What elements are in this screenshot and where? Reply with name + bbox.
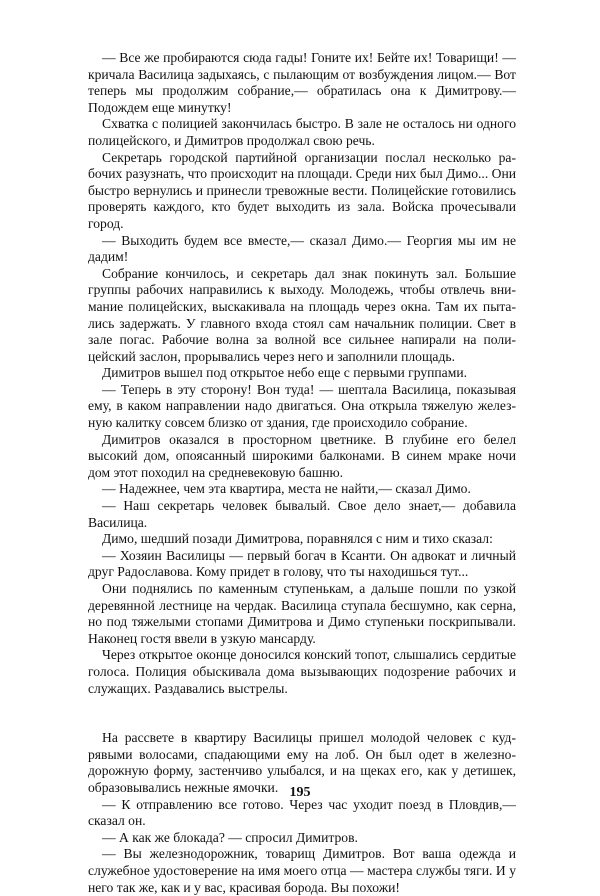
paragraph: — Теперь в эту сторону! Вон туда! — шептала Василица, показывая ему, в каком направлении надо двигаться. Она открыла тяжелую железную калитку совсем близко от здания, где происходило собрание. [88, 381, 516, 431]
section-break [88, 697, 516, 730]
book-page [88, 50, 516, 896]
paragraph: — Хозяин Василицы — первый богач в Ксанти. Он адвокат и личный друг Радославова. Кому придет в голову, что ты находишься тут... [88, 547, 516, 580]
paragraph: — К отправлению все готово. Через час уходит поезд в Пловдив,— сказал он. [88, 796, 516, 829]
paragraph: — Вы железнодорожник, товарищ Димитров. Вот ваша одежда и служебное удостоверение на имя моего отца — мастера службы тяги. И у него так же, как и у вас, красивая борода. Вы похожи! [88, 846, 516, 895]
paragraph: Через открытое оконце доносился конский топот, слышались сердитые голоса. Полиция обыскивала дома вызывающих подозрение рабочих и служащих. Раздавались выстрелы. [88, 647, 516, 696]
paragraph: Собрание кончилось, и секретарь дал знак покинуть зал. Большие группы рабочих направились к выходу. Молодежь, чтобы отвлечь внимание полицейских, выскакивала на площадь через окна. Там их пытались задержать. У главного входа стоял сам начальник полиции. Свет в зале погас. Рабочие волна за волной все сильнее напирали на полицейский заслон, прорывались через него и заполнили площадь. [88, 265, 516, 364]
paragraph: На рассвете в квартиру Василицы пришел молодой человек с кудрявыми волосами, спадающими ему на лоб. Он был одет в железнодорожную форму, застенчиво улыбался, и на щеках его, как у детишек, образовывались нежные ямочки. [88, 730, 516, 795]
paragraph: Секретарь городской партийной организации послал несколько рабочих разузнать, что происходит на площади. Среди них был Димо... Они быстро вернулись и принесли тревожные вести. Полицейские готовились проверять каждого, кто будет выходить из зала. Войска прочесывали город. [88, 149, 516, 231]
paragraph: — Выходить будем все вместе,— сказал Димо.— Георгия мы им не дадим! [88, 232, 516, 265]
paragraph: Димитров вышел под открытое небо еще с первыми группами. [102, 365, 467, 381]
paragraph: Они поднялись по каменным ступенькам, а дальше пошли по узкой деревянной лестнице на чердак. Василица ступала бесшумно, как серна, но под тяжелыми стопами Димитрова и Димо ступеньки поскрипывали. Наконец гостя ввели в узкую мансарду. [88, 581, 516, 646]
paragraph: — Наш секретарь человек бывалый. Свое дело знает,— добавила Василица. [88, 498, 516, 530]
paragraph: — А как же блокада? — спросил Димитров. [102, 829, 358, 845]
page-number: 195 [289, 785, 311, 800]
paragraph: Схватка с полицией закончилась быстро. В зале не осталось ни одного полицейского, и Димитров продолжал свою речь. [88, 116, 516, 148]
paragraph: Димо, шедший позади Димитрова, поравнялся с ним и тихо сказал: [102, 531, 493, 547]
paragraph: Димитров оказался в просторном цветнике. В глубине его белел высокий дом, опоясанный широкими балконами. В синем мраке ночи дом этот походил на средневековую башню. [88, 431, 516, 480]
paragraph: — Все же пробираются сюда гады! Гоните их! Бейте их! Товарищи! — кричала Василица задыхаясь, с пылающим от возбуждения лицом.— Вот теперь мы продолжим собрание,— обратилась она к Димитрову.— Подождем еще минутку! [88, 50, 516, 115]
paragraph: — Надежнее, чем эта квартира, места не найти,— сказал Димо. [102, 481, 471, 497]
